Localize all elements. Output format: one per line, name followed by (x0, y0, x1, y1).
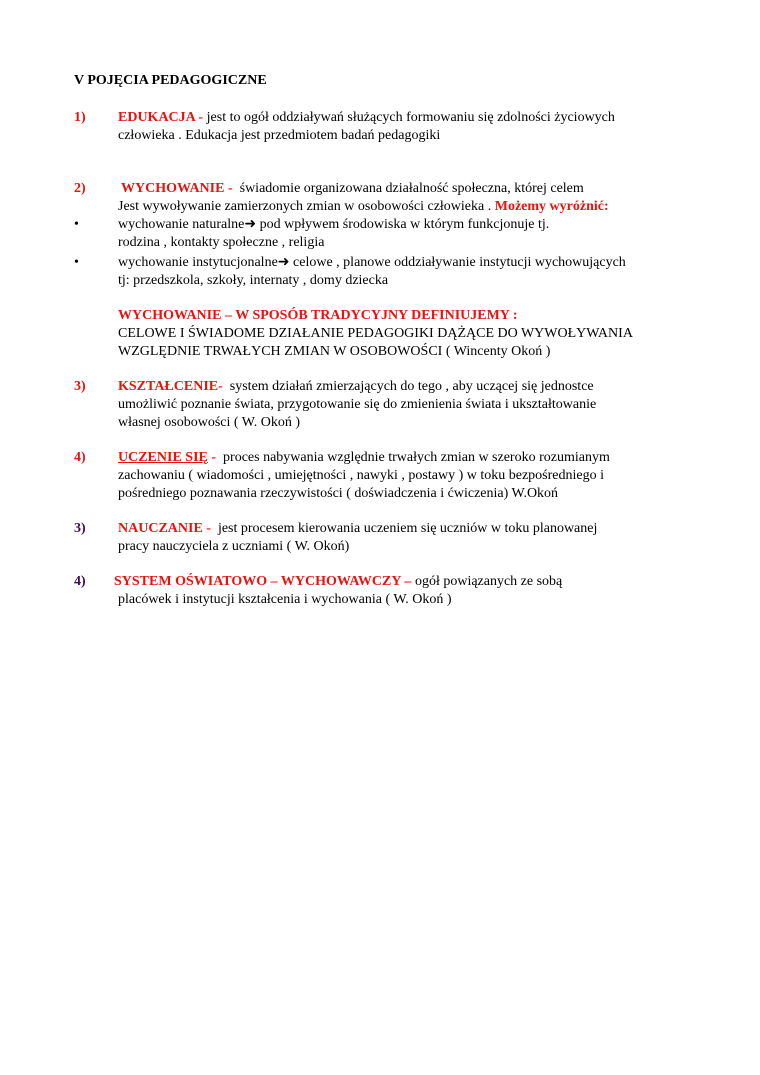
bullet-institutional (118, 254, 626, 272)
nauczanie-text-1: jest procesem kierowania uczeniem się uczniów w toku planowanej (217, 521, 598, 536)
edukacja-line-1 (118, 109, 615, 127)
wychowanie-line-1 (121, 180, 584, 198)
uczenie-line-1 (118, 449, 610, 467)
bullet-institutional-term: wychowanie instytucjonalne (118, 255, 278, 270)
item-number: 3) (74, 379, 86, 394)
bullet-natural-term: wychowanie naturalne (118, 217, 245, 232)
wychowanie-line-2 (118, 198, 609, 216)
uczenie-text-3: pośredniego poznawania rzeczywistości ( doświadczenia i ćwiczenia) W.Okoń (118, 486, 559, 501)
term-system: SYSTEM OŚWIATOWO – WYCHOWAWCZY – (114, 574, 412, 589)
nauczanie-text-2: pracy nauczyciela z uczniami ( W. Okoń) (118, 539, 350, 554)
term-ksztalcenie: KSZTAŁCENIE- (118, 379, 223, 394)
term-wychowanie: WYCHOWANIE - (121, 181, 233, 196)
bullet-natural-text-2: rodzina , kontakty społeczne , religia (118, 235, 325, 250)
ksztalcenie-text-1: system działań zmierzających do tego , aby uczącej się jednostce (229, 379, 594, 394)
page-title: V POJĘCIA PEDAGOGICZNE (74, 73, 267, 88)
distinguish-label: Możemy wyróżnić: (494, 199, 609, 214)
term-nauczanie: NAUCZANIE - (118, 521, 211, 536)
arrow-right-icon: ➜ (277, 255, 290, 270)
wychowanie-text-1: świadomie organizowana działalność społeczna, której celem (239, 181, 584, 196)
traditional-heading: WYCHOWANIE – W SPOSÓB TRADYCYJNY DEFINIUJEMY : (118, 308, 518, 323)
bullet-institutional-text-2: tj: przedszkola, szkoły, internaty , domy dziecka (118, 273, 389, 288)
term-dash: - (207, 450, 217, 465)
term-uczenie: UCZENIE SIĘ (118, 450, 208, 465)
edukacja-text-1: jest to ogół oddziaływań służących formowaniu się zdolności życiowych (206, 110, 615, 125)
bullet-icon: • (74, 255, 79, 270)
ksztalcenie-text-2: umożliwić poznanie świata, przygotowanie się do zmienienia świata i ukształtowanie (118, 397, 597, 412)
bullet-institutional-text: celowe , planowe oddziaływanie instytucji wychowujących (293, 255, 626, 270)
traditional-text-2: WZGLĘDNIE TRWAŁYCH ZMIAN W OSOBOWOŚCI ( Wincenty Okoń ) (118, 344, 551, 359)
arrow-right-icon: ➜ (244, 217, 257, 232)
system-text-2: placówek i instytucji kształcenia i wychowania ( W. Okoń ) (118, 592, 452, 607)
wychowanie-text-2: Jest wywoływanie zamierzonych zmian w osobowości człowieka . (118, 199, 492, 214)
item-number: 1) (74, 110, 86, 125)
item-number: 4) (74, 450, 86, 465)
ksztalcenie-line-1 (118, 378, 594, 396)
system-line-1 (114, 573, 562, 591)
uczenie-text-2: zachowaniu ( wiadomości , umiejętności , nawyki , postawy ) w toku bezpośredniego i (118, 468, 604, 483)
bullet-natural-text: pod wpływem środowiska w którym funkcjonuje tj. (259, 217, 550, 232)
item-number: 2) (74, 181, 86, 196)
bullet-natural (118, 216, 549, 234)
edukacja-text-2: człowieka . Edukacja jest przedmiotem badań pedagogiki (118, 128, 441, 143)
term-edukacja: EDUKACJA - (118, 110, 204, 125)
item-number: 3) (74, 521, 86, 536)
item-number: 4) (74, 574, 86, 589)
bullet-icon: • (74, 217, 79, 232)
system-text-1: ogół powiązanych ze sobą (414, 574, 563, 589)
uczenie-text-1: proces nabywania względnie trwałych zmian w szeroko rozumianym (223, 450, 610, 465)
ksztalcenie-text-3: własnej osobowości ( W. Okoń ) (118, 415, 300, 430)
traditional-text-1: CELOWE I ŚWIADOME DZIAŁANIE PEDAGOGIKI DĄŻĄCE DO WYWOŁYWANIA (118, 326, 633, 341)
nauczanie-line-1 (118, 520, 597, 538)
